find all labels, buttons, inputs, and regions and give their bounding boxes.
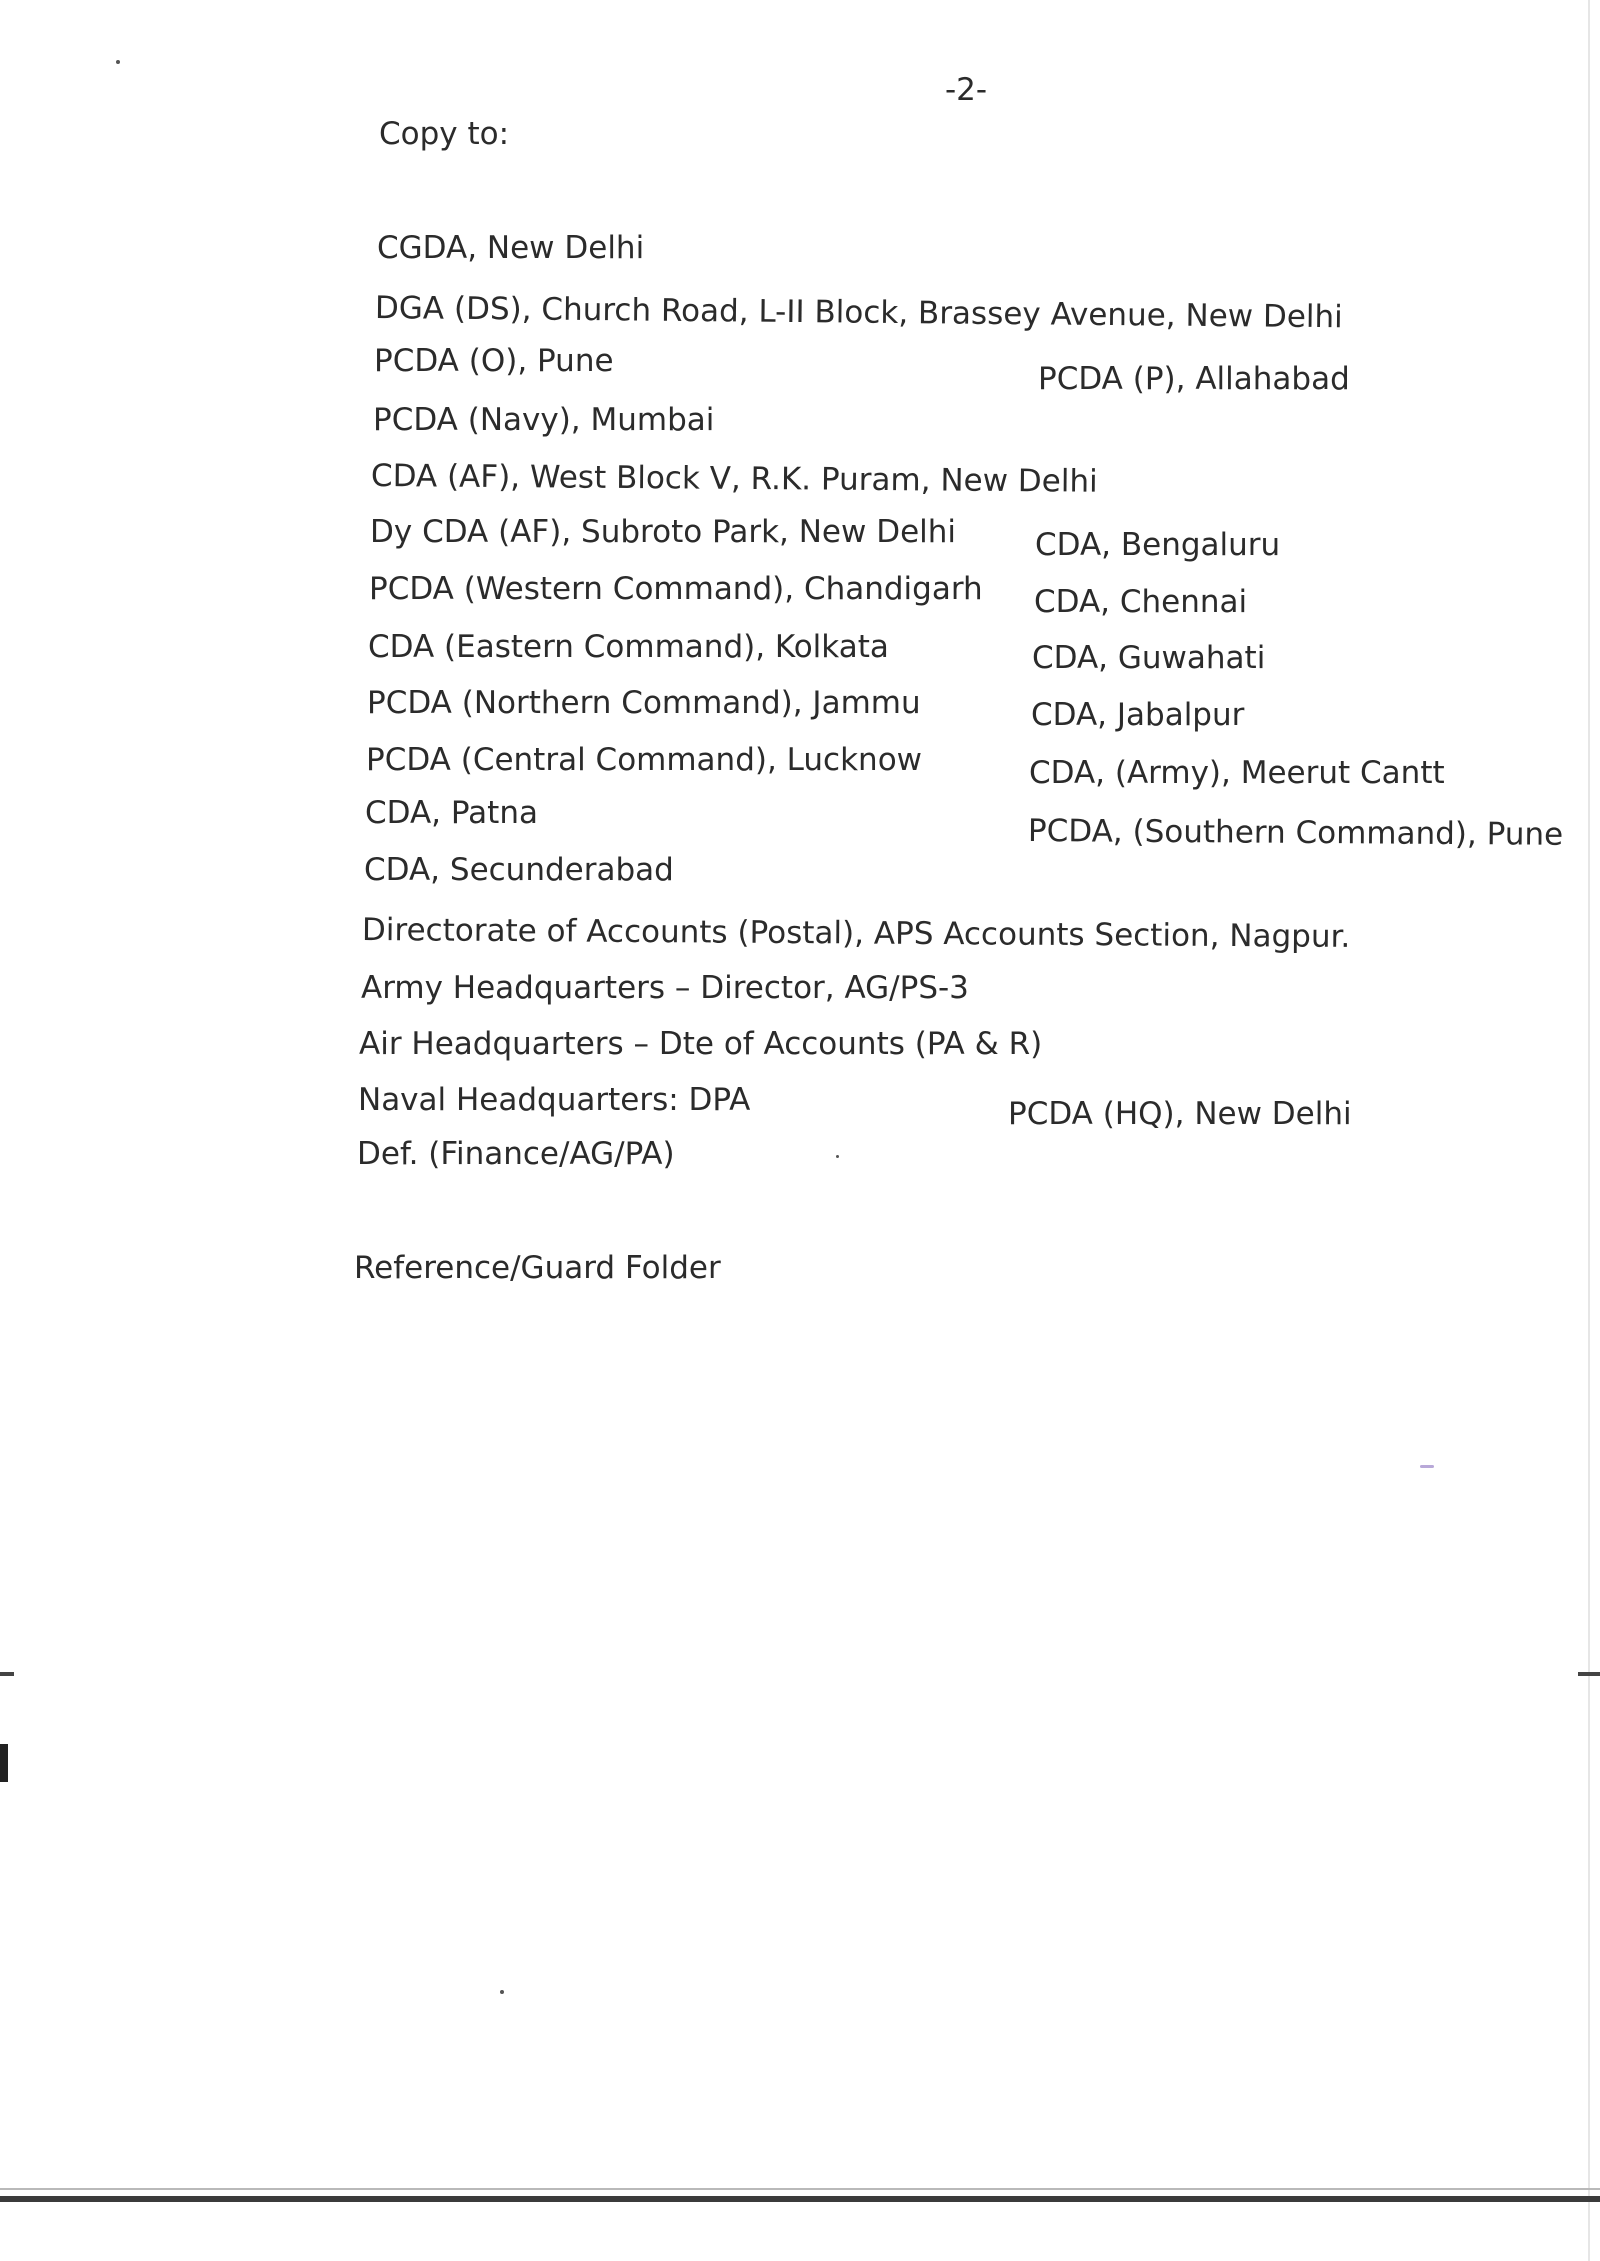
recipient-right: PCDA (P), Allahabad: [1038, 361, 1350, 397]
scan-mark: [0, 1672, 14, 1676]
recipient-left: PCDA (Northern Command), Jammu: [367, 685, 921, 721]
recipient-left: PCDA (O), Pune: [374, 343, 614, 379]
scan-mark: [1578, 1672, 1600, 1676]
recipient-left: PCDA (Navy), Mumbai: [373, 402, 715, 438]
recipient-left: CDA, Secunderabad: [364, 852, 674, 888]
scan-edge: [1588, 0, 1600, 2261]
recipient-left: PCDA (Central Command), Lucknow: [366, 742, 923, 778]
recipient-left: CDA (AF), West Block V, R.K. Puram, New Delhi: [370, 458, 1098, 500]
scan-shadow-line: [0, 2188, 1600, 2190]
recipient-right: CDA, (Army), Meerut Cantt: [1029, 755, 1445, 791]
recipient-left: Naval Headquarters: DPA: [358, 1082, 751, 1118]
recipient-right: CDA, Bengaluru: [1035, 527, 1281, 563]
recipient-right: CDA, Chennai: [1034, 584, 1248, 620]
scan-speck: [500, 1990, 504, 1994]
recipient-left: Air Headquarters – Dte of Accounts (PA & R): [359, 1026, 1043, 1062]
recipient-left: Dy CDA (AF), Subroto Park, New Delhi: [370, 514, 957, 550]
recipient-left: CGDA, New Delhi: [377, 230, 645, 266]
scan-speck: [836, 1155, 839, 1158]
copy-to-heading: Copy to:: [379, 116, 510, 152]
recipient-right: CDA, Jabalpur: [1031, 697, 1245, 733]
page-number: -2-: [945, 72, 988, 108]
recipient-left: Directorate of Accounts (Postal), APS Accounts Section, Nagpur.: [361, 912, 1351, 955]
recipient-left: DGA (DS), Church Road, L-II Block, Brassey Avenue, New Delhi: [374, 290, 1343, 336]
scan-bottom-border: [0, 2196, 1600, 2202]
scan-mark: [0, 1744, 8, 1782]
recipient-left: CDA, Patna: [365, 795, 538, 831]
recipient-right: PCDA (HQ), New Delhi: [1008, 1096, 1352, 1132]
recipient-left: CDA (Eastern Command), Kolkata: [368, 629, 889, 665]
recipient-left: PCDA (Western Command), Chandigarh: [369, 571, 983, 607]
recipient-left: Army Headquarters – Director, AG/PS-3: [361, 970, 969, 1006]
scan-speck: [116, 60, 120, 64]
recipient-right: PCDA, (Southern Command), Pune: [1027, 813, 1564, 853]
scan-speck: [1420, 1465, 1434, 1468]
recipient-left: Def. (Finance/AG/PA): [357, 1136, 675, 1172]
recipient-right: CDA, Guwahati: [1032, 640, 1266, 676]
footer-note: Reference/Guard Folder: [354, 1250, 721, 1286]
